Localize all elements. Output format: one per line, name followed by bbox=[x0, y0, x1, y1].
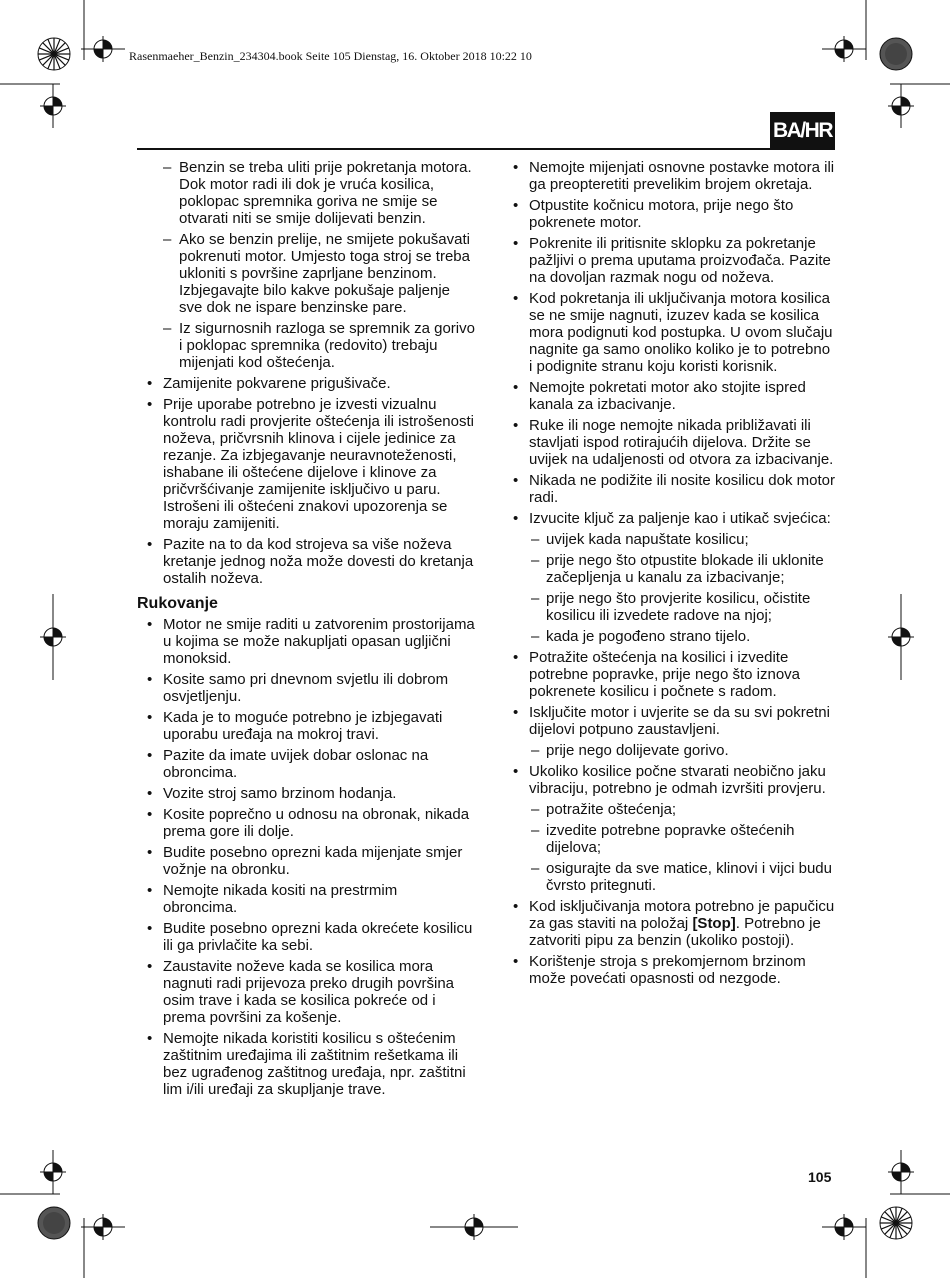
list-item: • Nemojte mijenjati osnovne postavke motora ili ga preopteretiti prevelikim brojem okretaja. bbox=[505, 159, 835, 193]
list-item: • Korištenje stroja s prekomjernom brzinom može povećati opasnosti od nezgode. bbox=[505, 953, 835, 987]
list-item: – prije nego dolijevate gorivo. bbox=[505, 742, 835, 759]
list-item: • Zamijenite pokvarene prigušivače. bbox=[137, 375, 475, 392]
crosshair-icon bbox=[888, 1150, 914, 1194]
list-item: • Vozite stroj samo brzinom hodanja. bbox=[137, 785, 475, 802]
list-item: • Ruke ili noge nemojte nikada približavati ili stavljati ispod rotirajućih dijelova. Držite se uvijek na udaljenosti od otvora za izbacivanje. bbox=[505, 417, 835, 468]
print-header: Rasenmaeher_Benzin_234304.book Seite 105 Dienstag, 16. Oktober 2018 10:22 10 bbox=[129, 49, 532, 63]
crosshair-icon bbox=[40, 84, 66, 128]
stop-text-after: . Potrebno je zatvoriti pipu za benzin (ukoliko postoji). bbox=[529, 915, 821, 949]
crosshair-icon bbox=[81, 1214, 125, 1240]
list-item: – izvedite potrebne popravke oštećenih dijelova; bbox=[505, 822, 835, 856]
list-item: – uvijek kada napuštate kosilicu; bbox=[505, 531, 835, 548]
vibration-dash-list bbox=[505, 801, 835, 894]
starburst-target-icon bbox=[879, 1206, 913, 1240]
list-item: • Nikada ne podižite ili nosite kosilicu dok motor radi. bbox=[505, 472, 835, 506]
crosshair-icon bbox=[888, 84, 914, 128]
startup-bullet-list bbox=[505, 159, 835, 527]
starburst-target-icon bbox=[37, 37, 71, 71]
inspection-bullet-list bbox=[505, 649, 835, 738]
list-item: • Pazite na to da kod strojeva sa više noževa kretanje jednog noža može dovesti do kretanja ostalih noževa. bbox=[137, 536, 475, 587]
list-item: • Budite posebno oprezni kada okrećete kosilicu ili ga privlačite ka sebi. bbox=[137, 920, 475, 954]
list-item: • Budite posebno oprezni kada mijenjate smjer vožnje na obronku. bbox=[137, 844, 475, 878]
list-item: • Motor ne smije raditi u zatvorenim prostorijama u kojima se može nakupljati opasan ugljični monoksid. bbox=[137, 616, 475, 667]
list-item: • Pokrenite ili pritisnite sklopku za pokretanje pažljivi o prema uputama proizvođača. Pazite na dovoljan razmak nogu od noževa. bbox=[505, 235, 835, 286]
stop-text-before: Kod isključivanja motora potrebno je papučicu za gas staviti na položaj bbox=[529, 898, 835, 932]
fuel-dash-list bbox=[505, 742, 835, 759]
list-item: – potražite oštećenja; bbox=[505, 801, 835, 818]
list-item: • Kosite poprečno u odnosu na obronak, nikada prema gore ili dolje. bbox=[137, 806, 475, 840]
list-item: – Benzin se treba uliti prije pokretanja motora. Dok motor radi ili dok je vruća kosilica, poklopac spremnika goriva ne smije se otvarati niti se smije dolijevati benzin. bbox=[137, 159, 475, 227]
list-item: • Izvucite ključ za paljenje kao i utikač svjećica: bbox=[505, 510, 835, 527]
list-item: • Nemojte pokretati motor ako stojite ispred kanala za izbacivanje. bbox=[505, 379, 835, 413]
list-item bbox=[505, 898, 835, 949]
vibration-bullet-list bbox=[505, 763, 835, 797]
crosshair-icon bbox=[822, 36, 866, 62]
crosshair-icon bbox=[430, 1214, 518, 1240]
list-item: – kada je pogođeno strano tijelo. bbox=[505, 628, 835, 645]
list-item: • Potražite oštećenja na kosilici i izvedite potrebne popravke, prije nego što iznova pokrenete kosilicu i počnete s radom. bbox=[505, 649, 835, 700]
list-item: • Kod pokretanja ili uključivanja motora kosilica se ne smije nagnuti, izuzev kada se kosilica mora podignuti kod postupka. U ovom slučaju nagnite ga samo onoliko koliko je to potrebno i podignite stranu koju koristi korisnik. bbox=[505, 290, 835, 375]
list-item: • Nemojte nikada kositi na prestrmim obroncima. bbox=[137, 882, 475, 916]
crosshair-icon bbox=[822, 1214, 866, 1240]
list-item: – osigurajte da sve matice, klinovi i vijci budu čvrsto pritegnuti. bbox=[505, 860, 835, 894]
key-removal-dash-list bbox=[505, 531, 835, 645]
list-item: • Pazite da imate uvijek dobar oslonac na obroncima. bbox=[137, 747, 475, 781]
operation-bullet-list bbox=[137, 616, 475, 1098]
dark-target-icon bbox=[37, 1206, 71, 1240]
page-number: 105 bbox=[808, 1169, 832, 1185]
crosshair-icon bbox=[40, 594, 66, 680]
list-item: – Ako se benzin prelije, ne smijete pokušavati pokrenuti motor. Umjesto toga stroj se treba ukloniti s površine zaprljane benzinom. Izbjegavajte bilo kakve pokušaje paljenje sve dok ne ispare benzinske pare. bbox=[137, 231, 475, 316]
right-column bbox=[505, 159, 835, 991]
section-heading: Rukovanje bbox=[137, 595, 218, 612]
list-item: • Nemojte nikada koristiti kosilicu s oštećenim zaštitnim uređajima ili zaštitnim rešetkama ili bez ugrađenog zaštitnog uređaja, npr. zaštitni lim i/ili uređaji za skupljanje trave. bbox=[137, 1030, 475, 1098]
crosshair-icon bbox=[40, 1150, 66, 1194]
list-item: – Iz sigurnosnih razloga se spremnik za gorivo i poklopac spremnika (redovito) trebaju mijenjati kod oštećenja. bbox=[137, 320, 475, 371]
list-item: • Isključite motor i uvjerite se da su svi pokretni dijelovi potpuno zaustavljeni. bbox=[505, 704, 835, 738]
list-item: • Ukoliko kosilice počne stvarati neobično jaku vibraciju, potrebno je odmah izvršiti provjeru. bbox=[505, 763, 835, 797]
crosshair-icon bbox=[888, 594, 914, 680]
list-item: – prije nego što provjerite kosilicu, očistite kosilicu ili izvedete radove na njoj; bbox=[505, 590, 835, 624]
language-tab: BA/HR bbox=[770, 112, 835, 149]
list-item: • Kosite samo pri dnevnom svjetlu ili dobrom osvjetljenju. bbox=[137, 671, 475, 705]
list-item: • Otpustite kočnicu motora, prije nego što pokrenete motor. bbox=[505, 197, 835, 231]
fuel-dash-list bbox=[137, 159, 475, 371]
list-item: • Prije uporabe potrebno je izvesti vizualnu kontrolu radi provjerite oštećenja ili istrošenosti noževa, pričvrsnih klinova i cijele jedinice za rezanje. Za izbjegavanje neuravnoteženosti, ishabane ili oštećene dijelove i klinove za pričvršćivanje zamijenite isključivo u paru. Istrošeni ili oštećeni znakovi upozorenja se moraju zamijeniti. bbox=[137, 396, 475, 532]
dark-target-icon bbox=[879, 37, 913, 71]
list-item: • Zaustavite noževe kada se kosilica mora nagnuti radi prijevoza preko drugih površina osim trave i kada se kosilica pokreće od i prema površini za košenje. bbox=[137, 958, 475, 1026]
left-column bbox=[137, 159, 475, 1102]
list-item: • Kada je to moguće potrebno je izbjegavati uporabu uređaja na mokroj travi. bbox=[137, 709, 475, 743]
header-rule bbox=[137, 148, 835, 150]
shutdown-bullet-list bbox=[505, 898, 835, 987]
stop-position-label: [Stop] bbox=[692, 915, 736, 932]
maintenance-bullet-list bbox=[137, 375, 475, 587]
list-item: – prije nego što otpustite blokade ili uklonite začepljenja u kanalu za izbacivanje; bbox=[505, 552, 835, 586]
crosshair-icon bbox=[81, 36, 125, 62]
